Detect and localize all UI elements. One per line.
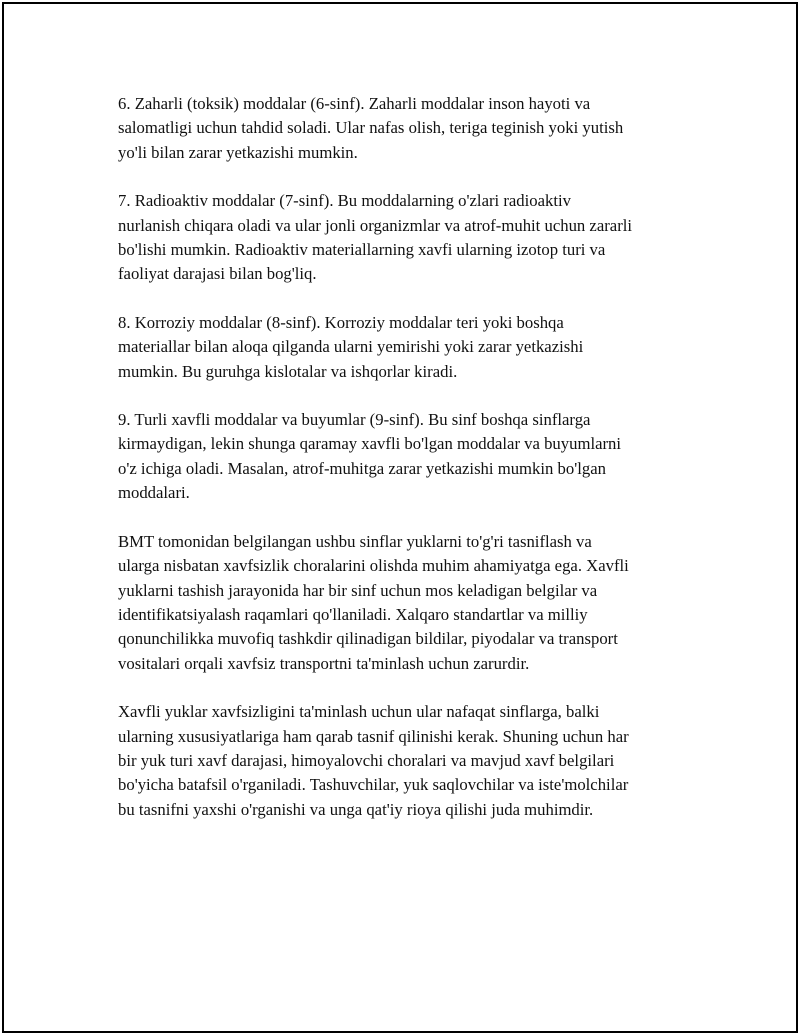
paragraph-class-7: 7. Radioaktiv moddalar (7-sinf). Bu moddalarning o'zlari radioaktiv nurlanish chiqara oladi va ular jonli organizmlar va atrof-muhit uchun zararli bo'lishi mumkin. Radioaktiv materiallarning xavfi ularning izotop turi va faoliyat darajasi bilan bog'liq. [118,191,633,284]
paragraph-safety: Xavfli yuklar xavfsizligini ta'minlash uchun ular nafaqat sinflarga, balki ularning xususiyatlariga ham qarab tasnif qilinishi kerak. Shuning uchun har bir yuk turi xavf darajasi, himoyalovchi choralari va mavjud xavf belgilari bo'yicha batafsil o'rganiladi. Tashuvchilar, yuk saqlovchilar va iste'molchilar bu tasnifni yaxshi o'rganishi va unga qat'iy rioya qilishi juda muhimdir. [118,702,629,819]
document-body [118,92,698,846]
paragraph-class-9: 9. Turli xavfli moddalar va buyumlar (9-sinf). Bu sinf boshqa sinflarga kirmaydigan, lekin shunga qaramay xavfli bo'lgan moddalar va buyumlarni o'z ichiga oladi. Masalan, atrof-muhitga zarar yetkazishi mumkin bo'lgan moddalari. [118,410,622,503]
paragraph-class-6: 6. Zaharli (toksik) moddalar (6-sinf). Zaharli moddalar inson hayoti va salomatligi uchun tahdid soladi. Ular nafas olish, teriga teginish yoki yutish yo'li bilan zarar yetkazishi mumkin. [118,94,624,162]
paragraph-class-8: 8. Korroziy moddalar (8-sinf). Korroziy moddalar teri yoki boshqa materiallar bilan aloqa qilganda ularni yemirishi yoki zarar yetkazishi mumkin. Bu guruhga kislotalar va ishqorlar kiradi. [118,312,584,381]
paragraph-un-classes: BMT tomonidan belgilangan ushbu sinflar yuklarni to'g'ri tasniflash va ularga nisbatan xavfsizlik choralarini olishda muhim ahamiyatga ega. Xavfli yuklarni tashish jarayonida har bir sinf uchun mos keladigan belgilar va identifikatsiyalash raqamlari qo'llaniladi. Xalqaro standartlar va milliy qonunchilikka muvofiq tashkdir qilinadigan bildilar, piyodalar va transport vositalari orqali xavfsiz transportni ta'minlash uchun zarurdir. [118,531,629,673]
